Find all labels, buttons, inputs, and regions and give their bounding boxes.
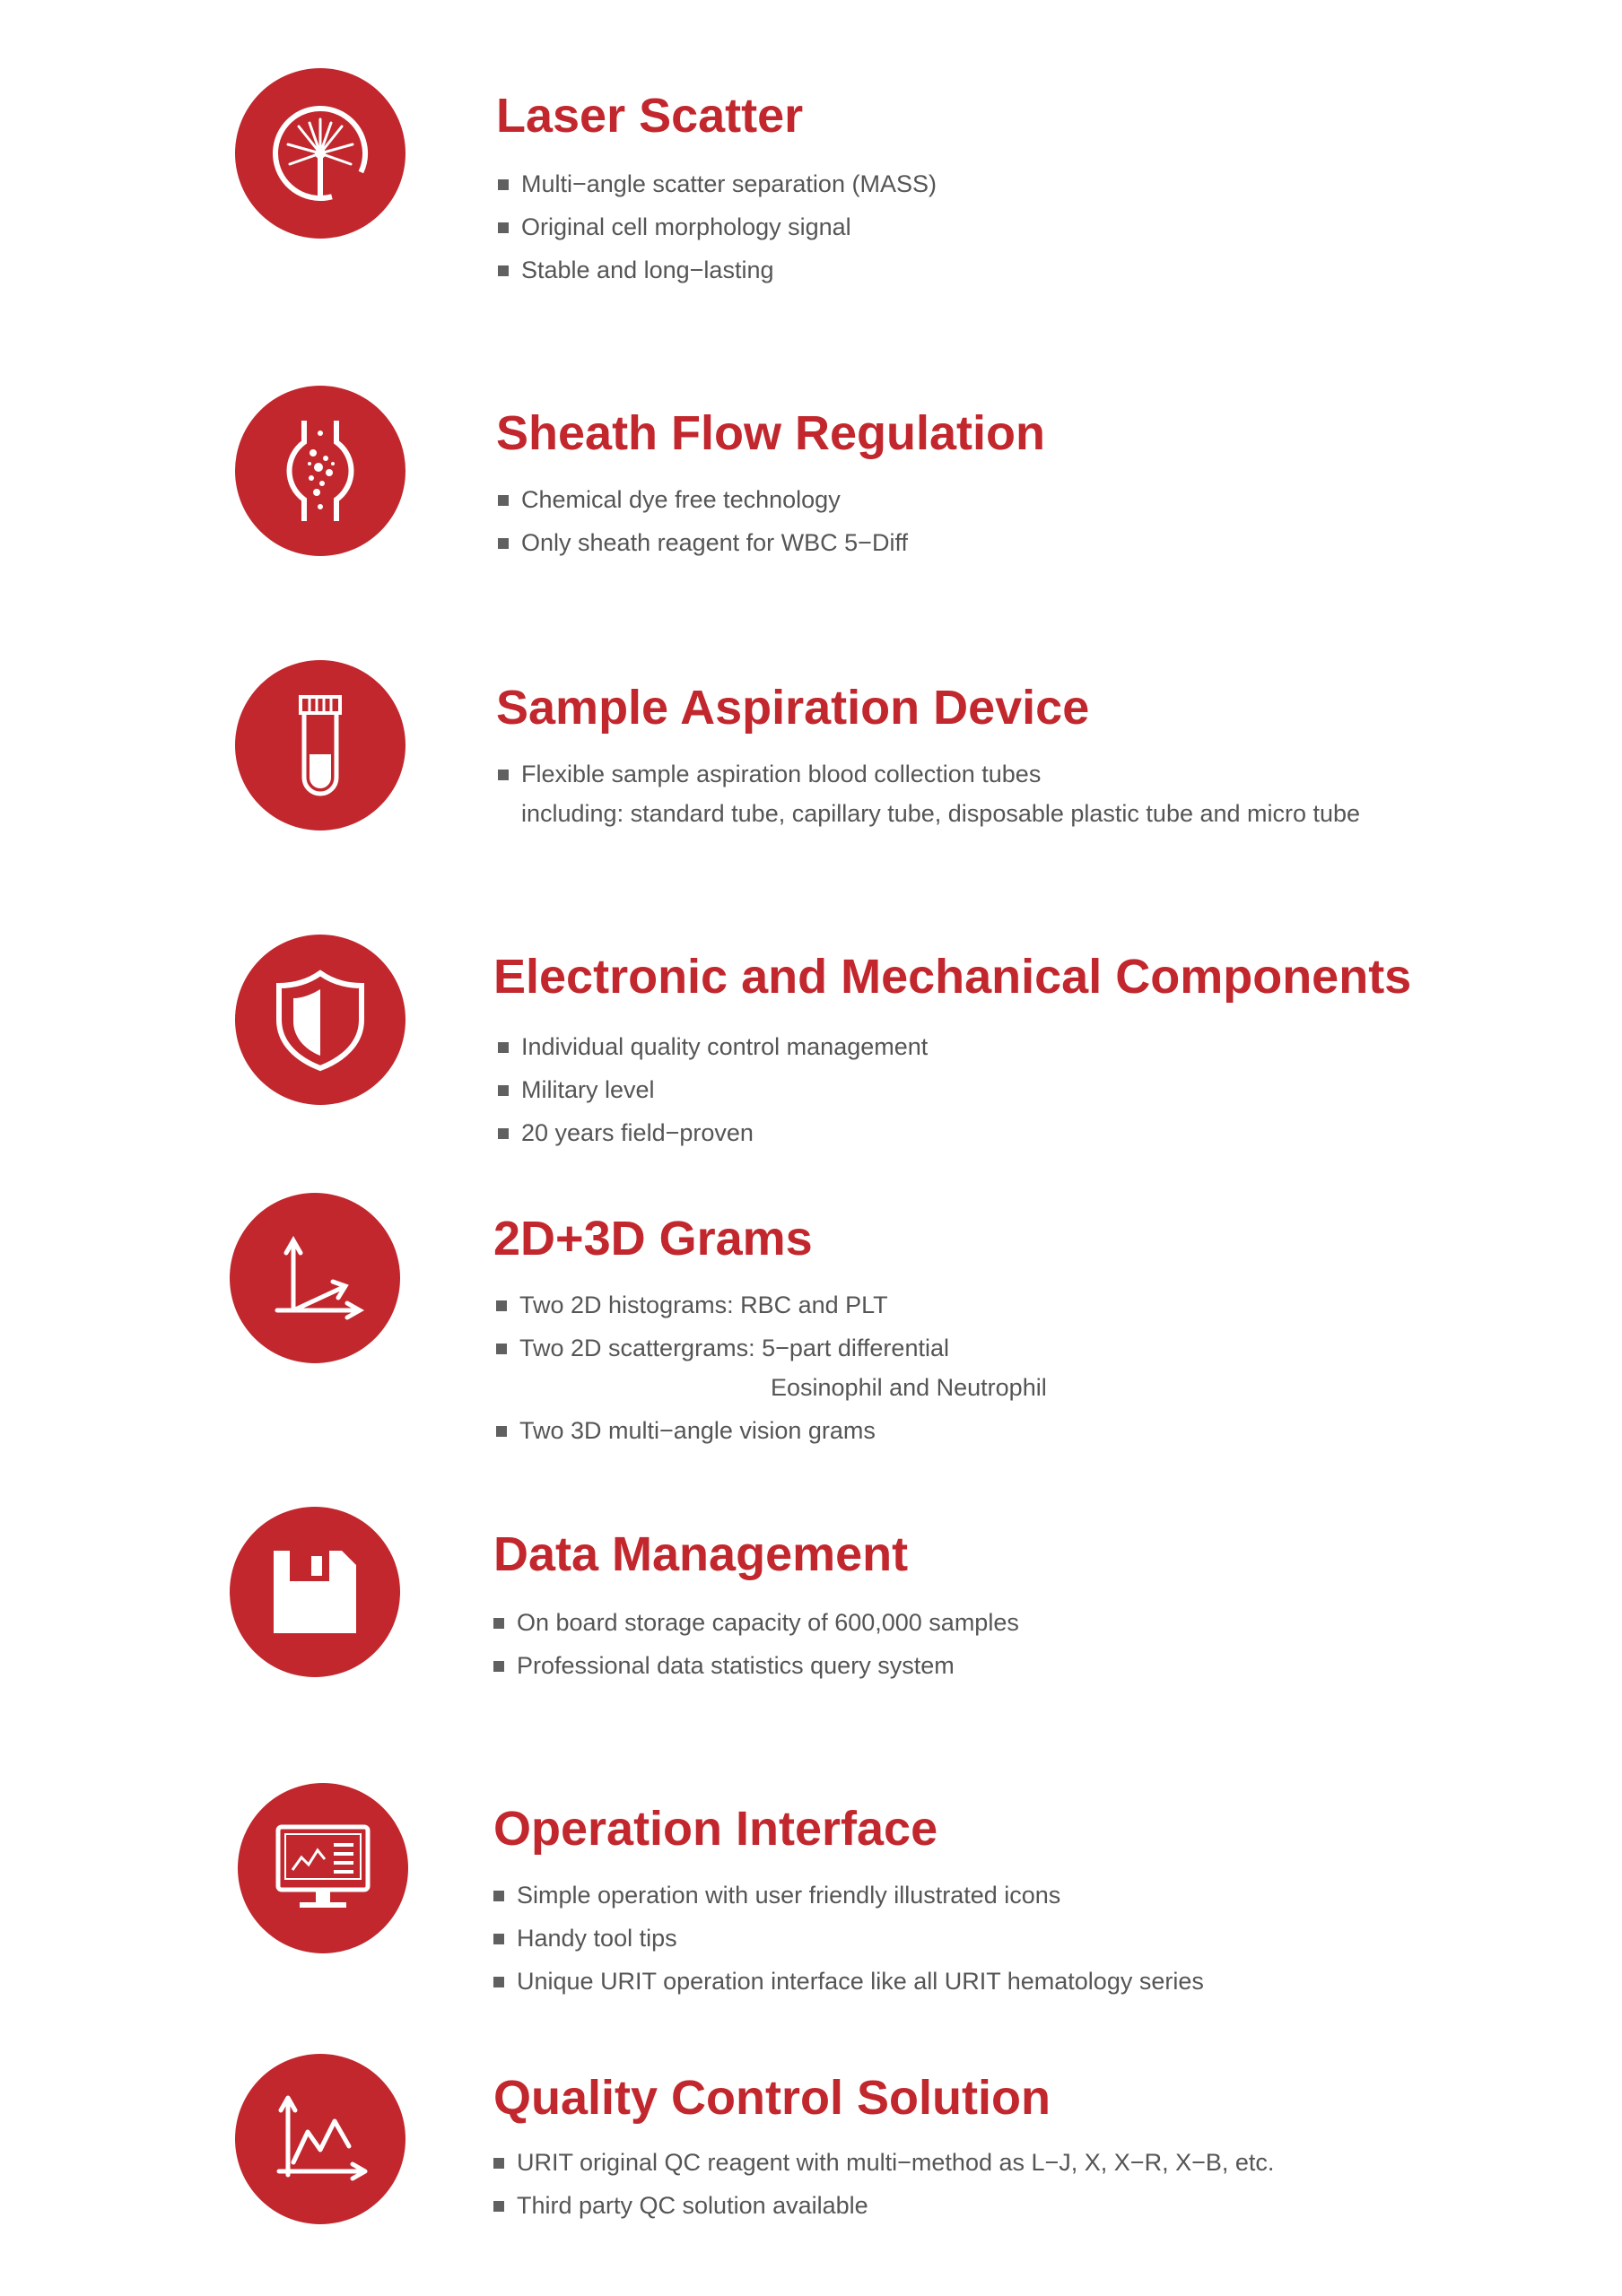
floppy-disk-icon <box>230 1507 400 1677</box>
blood-vessel-icon <box>235 386 406 556</box>
shield-icon <box>235 935 406 1105</box>
line-chart-icon <box>235 2054 406 2224</box>
feature-title: Data Management <box>493 1527 909 1581</box>
feature-bullets <box>496 1031 928 1161</box>
list-item: Handy tool tips <box>492 1923 1204 1953</box>
bullet-text: Flexible sample aspiration blood collection tubes <box>521 761 1042 787</box>
list-item: Two 3D multi−angle vision grams <box>494 1415 1047 1446</box>
feature-title: 2D+3D Grams <box>493 1212 813 1265</box>
feature-bullets <box>494 1290 1047 1458</box>
list-item: Only sheath reagent for WBC 5−Diff <box>496 527 908 558</box>
test-tube-icon <box>235 660 406 831</box>
monitor-icon <box>238 1783 408 1953</box>
bullet-continuation: including: standard tube, capillary tube, disposable plastic tube and micro tube <box>521 800 1361 827</box>
axes-3d-icon <box>230 1193 400 1363</box>
feature-title: Operation Interface <box>493 1802 938 1856</box>
list-item: Simple operation with user friendly illustrated icons <box>492 1880 1204 1910</box>
list-item: URIT original QC reagent with multi−method as L−J, X, X−R, X−B, etc. <box>492 2147 1274 2178</box>
feature-title: Quality Control Solution <box>493 2071 1051 2125</box>
list-item: Original cell morphology signal <box>496 212 937 242</box>
feature-title: Sample Aspiration Device <box>496 681 1090 735</box>
list-item: 20 years field−proven <box>496 1118 928 1148</box>
feature-bullets <box>496 169 937 298</box>
list-item: Individual quality control management <box>496 1031 928 1062</box>
list-item: Third party QC solution available <box>492 2190 1274 2221</box>
feature-title: Electronic and Mechanical Components <box>493 950 1412 1004</box>
list-item: Chemical dye free technology <box>496 484 908 515</box>
feature-bullets <box>496 759 1360 841</box>
feature-bullets <box>492 1607 1019 1693</box>
laser-scatter-icon <box>235 68 406 239</box>
feature-title: Sheath Flow Regulation <box>496 406 1046 460</box>
bullet-text: Two 2D scattergrams: 5−part differential <box>519 1335 949 1361</box>
feature-bullets <box>492 1880 1204 2009</box>
feature-bullets <box>496 484 908 570</box>
list-item: On board storage capacity of 600,000 samples <box>492 1607 1019 1638</box>
list-item: Military level <box>496 1074 928 1105</box>
list-item: Professional data statistics query system <box>492 1650 1019 1681</box>
list-item: Two 2D histograms: RBC and PLT <box>494 1290 1047 1320</box>
list-item <box>494 1333 1047 1403</box>
feature-title: Laser Scatter <box>496 89 804 143</box>
list-item: Unique URIT operation interface like all URIT hematology series <box>492 1966 1204 1996</box>
list-item: Stable and long−lasting <box>496 255 937 285</box>
list-item: Multi−angle scatter separation (MASS) <box>496 169 937 199</box>
feature-bullets <box>492 2147 1274 2233</box>
bullet-continuation: Eosinophil and Neutrophil <box>771 1374 1047 1401</box>
list-item <box>496 759 1360 829</box>
